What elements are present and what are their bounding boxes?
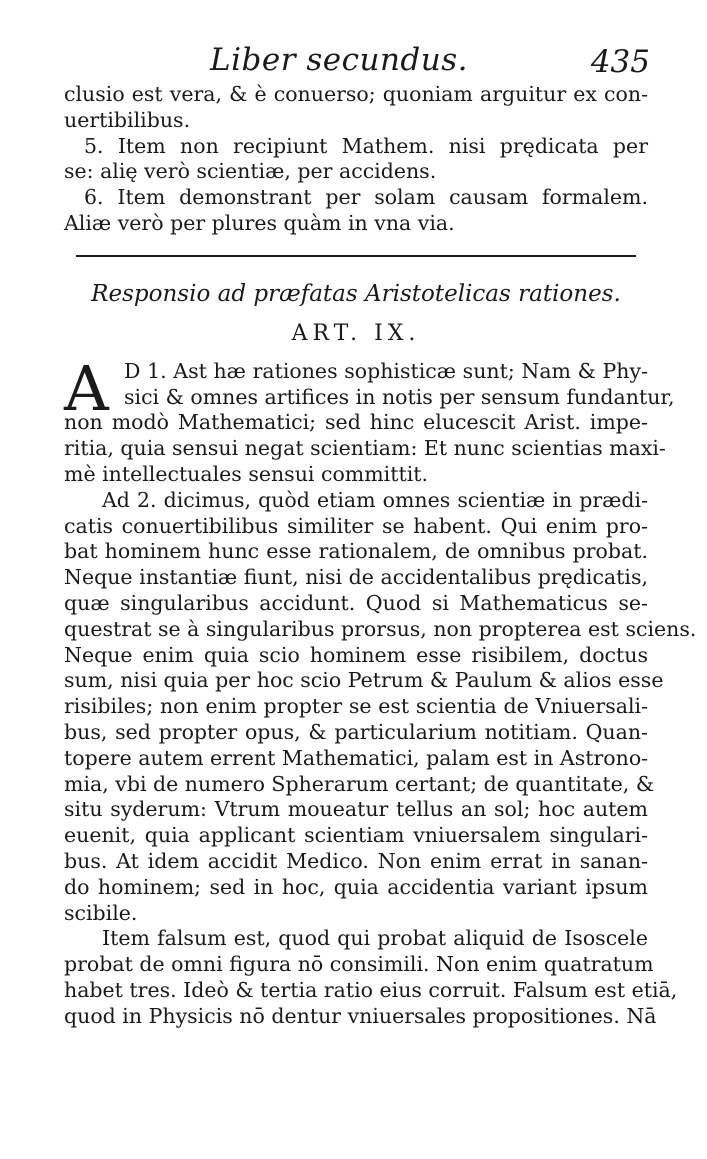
page-body	[64, 82, 697, 1030]
list-item-5: 5. Item non recipiunt Mathem. nisi prędicata per	[84, 133, 648, 158]
text-line: do hominem; sed in hoc, quia accidentia variant ipsum	[64, 874, 648, 899]
text-line: se: alię verò scientiæ, per accidens.	[64, 159, 437, 184]
paragraph-2	[64, 487, 697, 927]
text-line: Item falsum est, quod qui probat aliquid de Isoscele	[102, 926, 648, 951]
text-line: Aliæ verò per plures quàm in vna via.	[64, 210, 455, 235]
text-line: Neque enim quia scio hominem esse risibilem, doctus	[64, 642, 648, 667]
text-line: questrat se à singularibus prorsus, non propterea est sciens.	[64, 616, 697, 641]
text-line: uertibilibus.	[64, 107, 191, 132]
text-line: scibile.	[64, 900, 138, 925]
text-line: probat de omni figura nō consimili. Non enim quatratum	[64, 952, 654, 977]
text-line: mè intellectuales sensui committit.	[64, 461, 429, 486]
horizontal-rule	[76, 255, 636, 257]
paragraph-3	[64, 926, 678, 1029]
page-header	[60, 42, 650, 86]
text-line: bus, sed propter opus, & particularium notitiam. Quan-	[64, 719, 648, 744]
text-line: sum, nisi quia per hoc scio Petrum & Paulum & alios esse	[64, 668, 664, 693]
text-line: quod in Physicis nō dentur vniuersales propositiones. Nā	[64, 1003, 657, 1028]
page-number: 435	[590, 44, 650, 80]
text-line: clusio est vera, & è conuerso; quoniam arguitur ex con-	[64, 82, 648, 106]
text-line: non modò Mathematici; sed hinc elucescit Arist. impe-	[64, 410, 648, 435]
text-line: Ad 2. dicimus, quòd etiam omnes scientiæ in prædi-	[102, 487, 648, 512]
text-line: risibiles; non enim propter se est scientia de Vniuersali-	[64, 694, 648, 719]
text-line: bus. At idem accidit Medico. Non enim errat in sanan-	[64, 848, 648, 873]
text-line: catis conuertibilibus similiter se habent. Qui enim pro-	[64, 513, 648, 538]
text-line: D 1. Ast hæ rationes sophisticæ sunt; Nam & Phy-	[124, 358, 648, 383]
text-line: bat hominem hunc esse rationalem, de omnibus probat.	[64, 539, 648, 564]
text-line: mia, vbi de numero Spherarum certant; de quantitate, &	[64, 771, 655, 796]
text-line: sici & omnes artifices in notis per sensum fundantur,	[124, 384, 675, 409]
text-line: quæ singularibus accidunt. Quod si Mathematicus se-	[64, 590, 648, 615]
paragraph-1	[64, 351, 675, 488]
text-line: topere autem errent Mathematici, palam est in Astrono-	[64, 745, 649, 770]
text-line: Neque instantiæ fiunt, nisi de accidentalibus prędicatis,	[64, 565, 648, 590]
list-item-6: 6. Item demonstrant per solam causam formalem.	[84, 185, 648, 210]
section-heading: Responsio ad præfatas Aristotelicas rationes.	[91, 280, 621, 307]
text-line: situ syderum: Vtrum moueatur tellus an sol; hoc autem	[64, 797, 648, 822]
text-line: euenit, quia applicant scientiam vniuersalem singulari-	[64, 823, 648, 848]
drop-cap: A	[64, 351, 109, 425]
article-number: ART. IX.	[291, 320, 421, 346]
running-title: Liber secundus.	[210, 42, 468, 78]
text-line: habet tres. Ideò & tertia ratio eius corruit. Falsum est etiā,	[64, 977, 678, 1002]
text-line: ritia, quia sensui negat scientiam: Et nunc scientias maxi-	[64, 436, 666, 461]
